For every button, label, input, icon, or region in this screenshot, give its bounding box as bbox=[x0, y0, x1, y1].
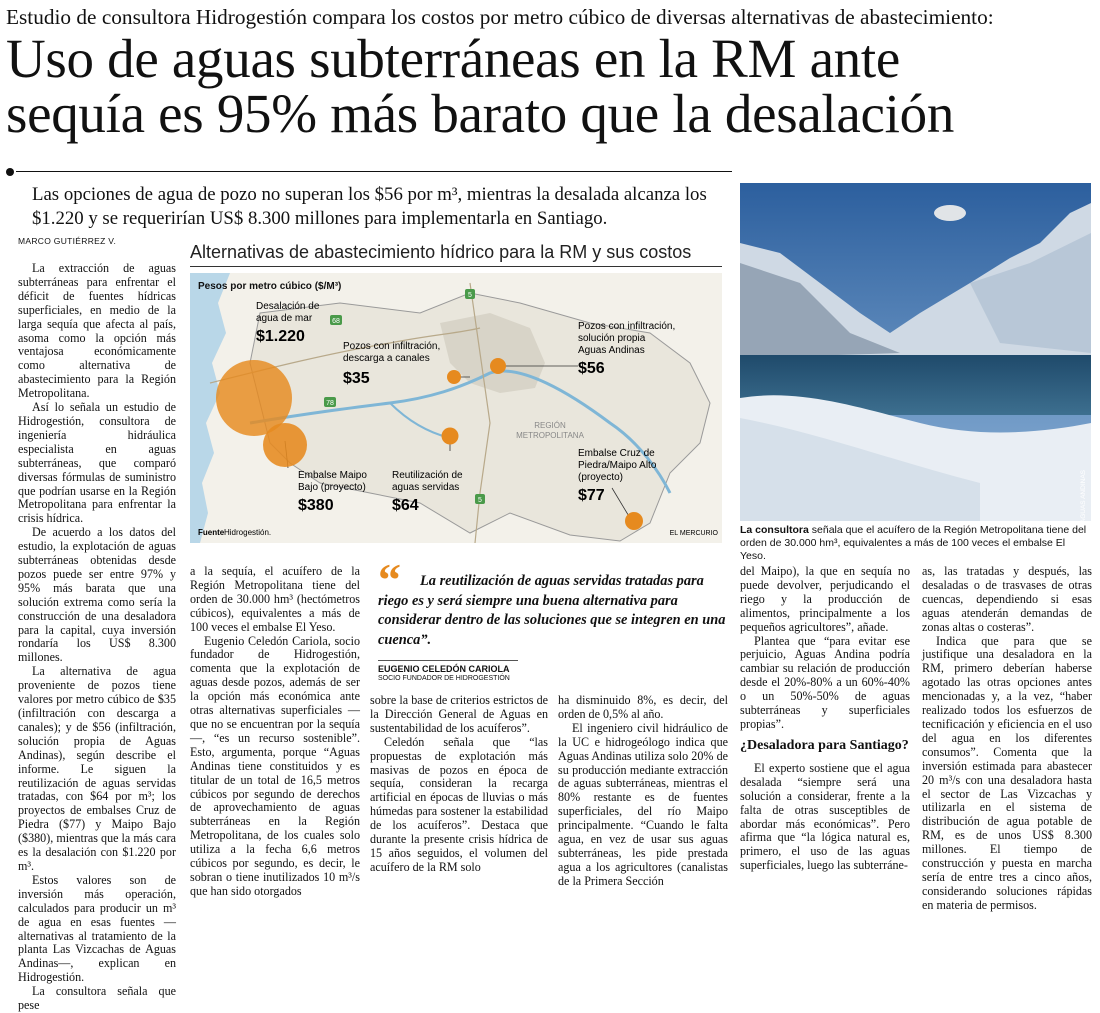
photo-illustration bbox=[740, 183, 1091, 524]
body-column-5 bbox=[740, 565, 910, 873]
bubble-cruz-de-piedra bbox=[625, 512, 643, 530]
divider bbox=[16, 171, 732, 172]
paragraph: Eugenio Celedón Cariola, socio fundador de Hidrogestión, comenta que la explotación de aguas desde pozos, además de ser la opción más económica ante otras alternativas superficiales —que no se encuentran por la sequía—, “es un recurso sostenible”. Esto, argumenta, porque “Aguas Andinas tiene constituidos y es titular de un total de 16,5 metros cúbicos por segundo de derechos de aprovechamiento de aguas subterráneas en la Región Metropolitana, de los cuales solo utiliza a la fecha 6,6 metros cúbicos por segundo, es decir, le sobran o tiene inutilizados 10 m³/s que han sido otorgados bbox=[190, 633, 360, 898]
paragraph: El experto sostiene que el agua desalada “siempre será una solución a considerar, frente a la falta de otras susceptibles de abordar más económicas”. Pero afirma que “la lógica natural es, primero, el uso de las aguas superficiales, luego las subterráne- bbox=[740, 760, 910, 873]
paragraph: Plantea que “para evitar ese perjuicio, Aguas Andina podría cambiar su relación de producción desde el 20%-80% a un 60%-40% o un 50%-50% de aguas subterráneas y superficiales propias”. bbox=[740, 633, 910, 731]
value-desalacion: $1.220 bbox=[256, 328, 305, 345]
byline: MARCO GUTIÉRREZ V. bbox=[18, 236, 117, 246]
body-column-6 bbox=[922, 565, 1092, 913]
bubble-maipo-bajo bbox=[263, 423, 307, 467]
route-68: 68 bbox=[332, 318, 340, 325]
quote-mark-icon: “ bbox=[378, 554, 401, 605]
label-desalacion-1: Desalación de bbox=[256, 301, 320, 312]
paragraph: Así lo señala un estudio de Hidrogestión, consultora de ingeniería hidráulica especialista en aguas subterráneas, que comparó diversas fórmulas de suministro que podrían usarse en la Región Metropolitana para enfrentar la crisis hídrica. bbox=[18, 400, 176, 526]
bullet-dot bbox=[6, 168, 14, 176]
bubble-pozos-aguas-andinas bbox=[490, 358, 506, 374]
pull-quote: La reutilización de aguas servidas tratadas para riego es y será siempre una buena alternativa para considerar dentro de las soluciones que se integren en una cuenca”. bbox=[378, 573, 726, 648]
body-column-2 bbox=[190, 565, 360, 899]
subheading: ¿Desaladora para Santiago? bbox=[740, 737, 909, 753]
paragraph: Indica que para que se justifique una desaladora en la RM, primero deberían haberse agotado las otras opciones antes mencionadas y, a la vez, “haber realizado todos los esfuerzos de tecnificación y eficiencia en el uso del agua en los diferentes consumos”. Comenta que la inversión estimada para abastecer 20 m³/s con una desaladora hasta el sector de Las Vizcachas y utilizarla en el sistema de distribución de agua potable de RM, es de unos US$ 8.300 millones. El tiempo de construcción y puesta en marcha sería de entre tres a cinco años, considerando soluciones rápidas en materia de permisos. bbox=[922, 633, 1092, 912]
headline bbox=[6, 28, 1096, 144]
map-graphic bbox=[190, 273, 722, 543]
graphic-title: Alternativas de abastecimiento hídrico para la RM y sus costos bbox=[190, 242, 722, 267]
label-pozos-canales-1: Pozos con infiltración, bbox=[343, 341, 441, 352]
kicker: Estudio de consultora Hidrogestión compara los costos por metro cúbico de diversas alternativas de abastecimiento: bbox=[6, 5, 994, 29]
body-column-3 bbox=[370, 694, 548, 875]
paragraph: Celedón señala que “las propuestas de explotación más masivas de pozos en época de sequía, consideran la recarga artificial en épocas de lluvias o más húmedas para sostener la estabilidad de los acuíferos”. Destaca que durante la presente crisis hídrica de 15 años seguidos, el volumen del acuífero de la RM solo bbox=[370, 734, 548, 874]
source-value: Hidrogestión. bbox=[224, 528, 272, 537]
quote-author-role: SOCIO FUNDADOR DE HIDROGESTIÓN bbox=[378, 675, 510, 682]
label-cruz-2: Piedra/Maipo Alto bbox=[578, 460, 657, 471]
label-reutilizacion-1: Reutilización de bbox=[392, 470, 463, 481]
photo-credit: AGUAS ANDINAS bbox=[1080, 470, 1087, 524]
region-label: REGIÓN bbox=[534, 421, 566, 430]
photo-caption bbox=[740, 524, 1091, 563]
paragraph: ha disminuido 8%, es decir, del orden de 0,5% al año. bbox=[558, 693, 728, 721]
paragraph: De acuerdo a los datos del estudio, la explotación de aguas subterráneas obtenidas desde pozos puede ser entre 97% y 95% más barata que una solución extrema como sería la construcción de una desaladora para la capital, cuya inversión rondaría los US$ 8.300 millones. bbox=[18, 525, 176, 665]
paragraph: Estos valores son de inversión más operación, calculados para producir un m³ de agua en esas fuentes —alternativas al tratamiento de la planta Las Vizcachas de Aguas Andinas—, explican en Hidrogestión. bbox=[18, 872, 176, 985]
paragraph: as, las tratadas y después, las desaladas o de trasvases de otras cuencas, dependiendo si esas aguas atenderán demandas de zonas altas o costeras”. bbox=[922, 564, 1092, 634]
map-svg bbox=[190, 273, 722, 543]
route-5-south: 5 bbox=[478, 497, 482, 504]
paragraph: La alternativa de agua proveniente de pozos tiene valores por metro cúbico de $35 (infiltración con descarga a canales); y de $56 (infiltración, solución propia de Aguas Andinas), según describe el informe. Le siguen la reutilización de aguas servidas tratadas, con $64 por m³; los proyectos de embalses Cruz de Piedra ($77) y Maipo Bajo ($380), mientras que la más cara es la desalación con $1.220 por m³. bbox=[18, 664, 176, 873]
paragraph: sobre la base de criterios estrictos de la Dirección General de Aguas en sustentabilidad de los acuíferos”. bbox=[370, 693, 548, 735]
label-pozos-aa-3: Aguas Andinas bbox=[578, 345, 645, 356]
route-78: 78 bbox=[326, 400, 334, 407]
label-cruz-1: Embalse Cruz de bbox=[578, 448, 655, 459]
label-desalacion-2: agua de mar bbox=[256, 313, 313, 324]
label-pozos-aa-2: solución propia bbox=[578, 333, 646, 344]
deck: Las opciones de agua de pozo no superan los $56 por m³, mientras la desalada alcanza los $1.220 y se requerirían US$ 8.300 millones para implementarla en Santiago. bbox=[32, 184, 707, 229]
unit-label: Pesos por metro cúbico ($/M³) bbox=[198, 281, 342, 292]
bubble-pozos-canales bbox=[447, 370, 461, 384]
graphic-credit: EL MERCURIO bbox=[669, 530, 718, 537]
headline-line-2: sequía es 95% más barato que la desalación bbox=[6, 83, 955, 144]
quote-divider bbox=[378, 660, 518, 661]
paragraph: El ingeniero civil hidráulico de la UC e hidrogeólogo indica que Aguas Andinas utiliza solo 20% de su producción mediante extracción de aguas subterráneas, mientras el 80% restante es de fuentes superficiales, del río Maipo principalmente. “Cuando le falta agua, en vez de usar sus aguas subterráneas, les pide prestada agua a los agricultores (canalistas de la Primera Sección bbox=[558, 720, 728, 888]
paragraph: del Maipo), la que en sequía no puede devolver, perjudicando el riego y la producción de alimentos, principalmente a los pequeños agricultores”, añade. bbox=[740, 564, 910, 634]
photo-caption-text: señala que el acuífero de la Región Metropolitana tiene del orden de 30.000 hm³, equivalentes a más de 100 veces el embalse El Yeso. bbox=[740, 524, 1087, 562]
label-maipo-bajo-1: Embalse Maipo bbox=[298, 470, 367, 481]
headline-line-1: Uso de aguas subterráneas en la RM ante bbox=[6, 28, 900, 89]
value-cruz: $77 bbox=[578, 487, 605, 504]
label-pozos-canales-2: descarga a canales bbox=[343, 353, 430, 364]
label-reutilizacion-2: aguas servidas bbox=[392, 482, 460, 493]
label-maipo-bajo-2: Bajo (proyecto) bbox=[298, 482, 366, 493]
label-cruz-3: (proyecto) bbox=[578, 472, 624, 483]
photo-caption-bold: La consultora bbox=[740, 524, 809, 536]
paragraph: La extracción de aguas subterráneas para enfrentar el déficit de fuentes hídricas superficiales, en medio de la larga sequía que afecta al país, asoma como la opción más ventajosa económicamente como alternativa de abastecimiento para la Región Metropolitana. bbox=[18, 261, 176, 401]
value-reutilizacion: $64 bbox=[392, 497, 419, 514]
quote-author: EUGENIO CELEDÓN CARIOLA bbox=[378, 664, 510, 674]
value-maipo-bajo: $380 bbox=[298, 497, 334, 514]
paragraph: a la sequía, el acuífero de la Región Metropolitana tiene del orden de 30.000 hm³ (hectómetros cúbicos), equivalentes a más de 100 veces el embalse El Yeso. bbox=[190, 564, 360, 634]
label-pozos-aa-1: Pozos con infiltración, bbox=[578, 321, 676, 332]
bubble-reutilizacion bbox=[442, 428, 459, 445]
paragraph: La consultora señala que pese bbox=[18, 984, 176, 1013]
body-column-1 bbox=[18, 262, 176, 1013]
source-label: Fuente bbox=[198, 528, 225, 537]
photo-embalse-el-yeso bbox=[740, 183, 1091, 524]
value-pozos-canales: $35 bbox=[343, 370, 370, 387]
region-label: METROPOLITANA bbox=[516, 431, 584, 440]
body-column-4 bbox=[558, 694, 728, 889]
route-5-north: 5 bbox=[468, 292, 472, 299]
value-pozos-aa: $56 bbox=[578, 360, 605, 377]
cloud bbox=[934, 205, 966, 221]
